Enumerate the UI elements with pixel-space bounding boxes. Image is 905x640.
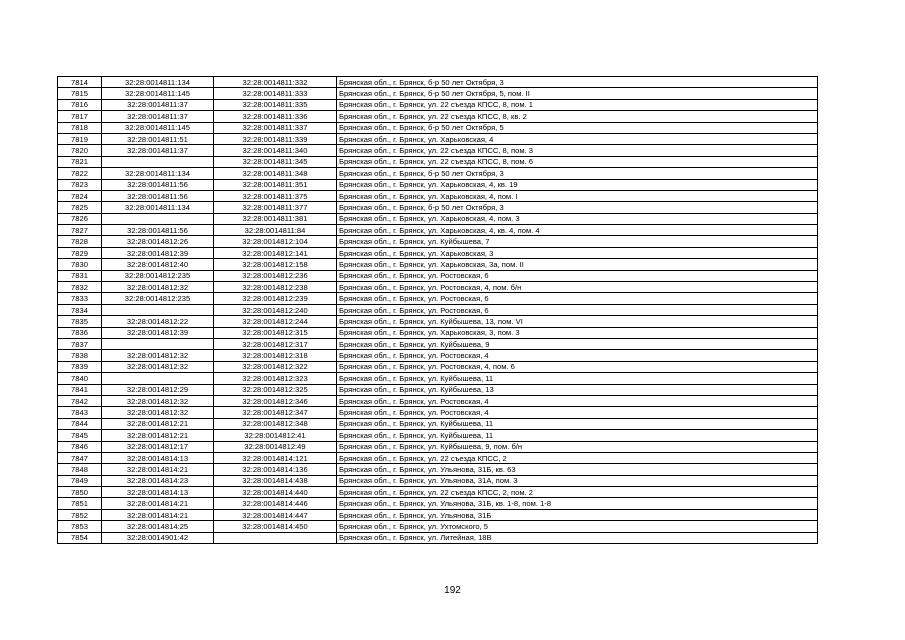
object-number-cell: 32:28:0014812:323 xyxy=(214,373,337,384)
object-number-cell: 32:28:0014811:339 xyxy=(214,133,337,144)
row-number-cell: 7852 xyxy=(58,509,102,520)
row-number-cell: 7841 xyxy=(58,384,102,395)
object-number-cell: 32:28:0014811:351 xyxy=(214,179,337,190)
address-cell: Брянская обл., г. Брянск, ул. Харьковская, 4, кв. 19 xyxy=(337,179,818,190)
row-number-cell: 7819 xyxy=(58,133,102,144)
address-cell: Брянская обл., г. Брянск, ул. Куйбышева, 13, пом. VI xyxy=(337,316,818,327)
table-row xyxy=(58,213,818,224)
parcel-number-cell: 32:28:0014811:56 xyxy=(102,179,214,190)
table-row xyxy=(58,521,818,532)
row-number-cell: 7847 xyxy=(58,452,102,463)
object-number-cell xyxy=(214,532,337,543)
table-row xyxy=(58,270,818,281)
table-row xyxy=(58,350,818,361)
object-number-cell: 32:28:0014811:345 xyxy=(214,156,337,167)
address-cell: Брянская обл., г. Брянск, ул. 22 съезда КПСС, 8, пом. 1 xyxy=(337,99,818,110)
table-row xyxy=(58,475,818,486)
address-cell: Брянская обл., г. Брянск, ул. Ульянова, 31Б, кв. 63 xyxy=(337,464,818,475)
object-number-cell: 32:28:0014814:438 xyxy=(214,475,337,486)
address-cell: Брянская обл., г. Брянск, ул. Ульянова, 31Б, кв. 1-8, пом. 1-8 xyxy=(337,498,818,509)
parcel-number-cell: 32:28:0014812:32 xyxy=(102,350,214,361)
parcel-number-cell: 32:28:0014812:39 xyxy=(102,247,214,258)
address-cell: Брянская обл., г. Брянск, ул. Ростовская, 4 xyxy=(337,407,818,418)
object-number-cell: 32:28:0014812:239 xyxy=(214,293,337,304)
address-cell: Брянская обл., г. Брянск, ул. Ростовская, 4, пом. 6 xyxy=(337,361,818,372)
row-number-cell: 7822 xyxy=(58,168,102,179)
table-row xyxy=(58,190,818,201)
object-number-cell: 32:28:0014811:377 xyxy=(214,202,337,213)
table-row xyxy=(58,316,818,327)
parcel-number-cell: 32:28:0014901:42 xyxy=(102,532,214,543)
row-number-cell: 7831 xyxy=(58,270,102,281)
table-row xyxy=(58,259,818,270)
address-cell: Брянская обл., г. Брянск, ул. 22 съезда КПСС, 8, пом. 3 xyxy=(337,145,818,156)
address-cell: Брянская обл., г. Брянск, ул. 22 съезда КПСС, 2, пом. 2 xyxy=(337,487,818,498)
parcel-number-cell: 32:28:0014812:32 xyxy=(102,395,214,406)
table-row xyxy=(58,133,818,144)
address-cell: Брянская обл., г. Брянск, ул. Ульянова, 31А, пом. 3 xyxy=(337,475,818,486)
parcel-number-cell xyxy=(102,304,214,315)
object-number-cell: 32:28:0014812:41 xyxy=(214,430,337,441)
object-number-cell: 32:28:0014811:381 xyxy=(214,213,337,224)
object-number-cell: 32:28:0014812:238 xyxy=(214,282,337,293)
parcel-number-cell: 32:28:0014811:134 xyxy=(102,168,214,179)
table-row xyxy=(58,99,818,110)
object-number-cell: 32:28:0014812:49 xyxy=(214,441,337,452)
address-cell: Брянская обл., г. Брянск, ул. Куйбышева, 11 xyxy=(337,418,818,429)
table-row xyxy=(58,156,818,167)
parcel-number-cell: 32:28:0014812:235 xyxy=(102,293,214,304)
object-number-cell: 32:28:0014814:440 xyxy=(214,487,337,498)
row-number-cell: 7828 xyxy=(58,236,102,247)
parcel-number-cell: 32:28:0014811:56 xyxy=(102,225,214,236)
address-cell: Брянская обл., г. Брянск, б-р 50 лет Октября, 3 xyxy=(337,77,818,88)
row-number-cell: 7820 xyxy=(58,145,102,156)
object-number-cell: 32:28:0014814:121 xyxy=(214,452,337,463)
table-row xyxy=(58,430,818,441)
parcel-number-cell: 32:28:0014811:37 xyxy=(102,99,214,110)
row-number-cell: 7845 xyxy=(58,430,102,441)
parcel-number-cell: 32:28:0014811:56 xyxy=(102,190,214,201)
parcel-number-cell: 32:28:0014812:29 xyxy=(102,384,214,395)
table-row xyxy=(58,452,818,463)
object-number-cell: 32:28:0014812:158 xyxy=(214,259,337,270)
table-row xyxy=(58,395,818,406)
object-number-cell: 32:28:0014811:348 xyxy=(214,168,337,179)
parcel-number-cell: 32:28:0014811:37 xyxy=(102,145,214,156)
row-number-cell: 7837 xyxy=(58,338,102,349)
parcel-number-cell: 32:28:0014814:13 xyxy=(102,487,214,498)
address-cell: Брянская обл., г. Брянск, б-р 50 лет Октября, 5 xyxy=(337,122,818,133)
table-row xyxy=(58,293,818,304)
row-number-cell: 7848 xyxy=(58,464,102,475)
parcel-number-cell xyxy=(102,338,214,349)
row-number-cell: 7830 xyxy=(58,259,102,270)
row-number-cell: 7832 xyxy=(58,282,102,293)
address-cell: Брянская обл., г. Брянск, ул. 22 съезда КПСС, 2 xyxy=(337,452,818,463)
address-cell: Брянская обл., г. Брянск, ул. Харьковская, 4, пом. I xyxy=(337,190,818,201)
object-number-cell: 32:28:0014812:322 xyxy=(214,361,337,372)
table-row xyxy=(58,373,818,384)
object-number-cell: 32:28:0014811:332 xyxy=(214,77,337,88)
row-number-cell: 7815 xyxy=(58,88,102,99)
page-number: 192 xyxy=(444,585,461,596)
table-row xyxy=(58,282,818,293)
object-number-cell: 32:28:0014812:346 xyxy=(214,395,337,406)
parcel-number-cell: 32:28:0014811:145 xyxy=(102,122,214,133)
object-number-cell: 32:28:0014814:447 xyxy=(214,509,337,520)
object-number-cell: 32:28:0014811:333 xyxy=(214,88,337,99)
row-number-cell: 7842 xyxy=(58,395,102,406)
table-body xyxy=(58,77,818,544)
row-number-cell: 7825 xyxy=(58,202,102,213)
parcel-number-cell: 32:28:0014814:25 xyxy=(102,521,214,532)
parcel-number-cell: 32:28:0014812:39 xyxy=(102,327,214,338)
row-number-cell: 7844 xyxy=(58,418,102,429)
row-number-cell: 7835 xyxy=(58,316,102,327)
object-number-cell: 32:28:0014812:347 xyxy=(214,407,337,418)
parcel-number-cell: 32:28:0014811:37 xyxy=(102,111,214,122)
address-cell: Брянская обл., г. Брянск, ул. Харьковская, 3 xyxy=(337,247,818,258)
parcel-number-cell: 32:28:0014812:22 xyxy=(102,316,214,327)
table-row xyxy=(58,338,818,349)
object-number-cell: 32:28:0014812:325 xyxy=(214,384,337,395)
object-number-cell: 32:28:0014811:84 xyxy=(214,225,337,236)
object-number-cell: 32:28:0014811:340 xyxy=(214,145,337,156)
row-number-cell: 7849 xyxy=(58,475,102,486)
parcel-number-cell: 32:28:0014811:134 xyxy=(102,77,214,88)
address-cell: Брянская обл., г. Брянск, ул. 22 съезда КПСС, 8, пом. 6 xyxy=(337,156,818,167)
table-row xyxy=(58,498,818,509)
table-row xyxy=(58,464,818,475)
table-row xyxy=(58,509,818,520)
parcel-number-cell: 32:28:0014812:21 xyxy=(102,418,214,429)
object-number-cell: 32:28:0014812:317 xyxy=(214,338,337,349)
object-number-cell: 32:28:0014811:375 xyxy=(214,190,337,201)
address-cell: Брянская обл., г. Брянск, ул. Куйбышева, 9, пом. б/н xyxy=(337,441,818,452)
address-cell: Брянская обл., г. Брянск, ул. Куйбышева, 9 xyxy=(337,338,818,349)
object-number-cell: 32:28:0014814:446 xyxy=(214,498,337,509)
row-number-cell: 7821 xyxy=(58,156,102,167)
parcel-number-cell: 32:28:0014814:23 xyxy=(102,475,214,486)
address-cell: Брянская обл., г. Брянск, ул. Куйбышева, 11 xyxy=(337,430,818,441)
object-number-cell: 32:28:0014812:244 xyxy=(214,316,337,327)
object-number-cell: 32:28:0014811:336 xyxy=(214,111,337,122)
address-cell: Брянская обл., г. Брянск, ул. Ростовская, 6 xyxy=(337,304,818,315)
object-number-cell: 32:28:0014812:104 xyxy=(214,236,337,247)
table-row xyxy=(58,441,818,452)
table-row xyxy=(58,225,818,236)
address-cell: Брянская обл., г. Брянск, ул. Куйбышева, 13 xyxy=(337,384,818,395)
row-number-cell: 7843 xyxy=(58,407,102,418)
address-cell: Брянская обл., г. Брянск, ул. Ульянова, 31Б xyxy=(337,509,818,520)
address-cell: Брянская обл., г. Брянск, ул. Ухтомского, 5 xyxy=(337,521,818,532)
table-row xyxy=(58,77,818,88)
table-row xyxy=(58,168,818,179)
parcel-number-cell: 32:28:0014811:51 xyxy=(102,133,214,144)
row-number-cell: 7814 xyxy=(58,77,102,88)
row-number-cell: 7834 xyxy=(58,304,102,315)
table-row xyxy=(58,111,818,122)
address-cell: Брянская обл., г. Брянск, ул. Куйбышева, 7 xyxy=(337,236,818,247)
table-row xyxy=(58,202,818,213)
row-number-cell: 7816 xyxy=(58,99,102,110)
table-row xyxy=(58,384,818,395)
row-number-cell: 7833 xyxy=(58,293,102,304)
parcel-number-cell: 32:28:0014814:13 xyxy=(102,452,214,463)
row-number-cell: 7854 xyxy=(58,532,102,543)
row-number-cell: 7850 xyxy=(58,487,102,498)
row-number-cell: 7838 xyxy=(58,350,102,361)
row-number-cell: 7839 xyxy=(58,361,102,372)
table-row xyxy=(58,247,818,258)
row-number-cell: 7827 xyxy=(58,225,102,236)
table-row xyxy=(58,304,818,315)
object-number-cell: 32:28:0014811:335 xyxy=(214,99,337,110)
row-number-cell: 7829 xyxy=(58,247,102,258)
address-cell: Брянская обл., г. Брянск, ул. Ростовская, 6 xyxy=(337,270,818,281)
cadastral-table xyxy=(57,76,818,544)
parcel-number-cell: 32:28:0014812:21 xyxy=(102,430,214,441)
object-number-cell: 32:28:0014812:141 xyxy=(214,247,337,258)
parcel-number-cell: 32:28:0014814:21 xyxy=(102,509,214,520)
parcel-number-cell: 32:28:0014812:32 xyxy=(102,361,214,372)
address-cell: Брянская обл., г. Брянск, ул. Ростовская, 4 xyxy=(337,395,818,406)
address-cell: Брянская обл., г. Брянск, ул. Харьковская, 4, кв. 4, пом. 4 xyxy=(337,225,818,236)
parcel-number-cell: 32:28:0014812:26 xyxy=(102,236,214,247)
parcel-number-cell: 32:28:0014812:17 xyxy=(102,441,214,452)
parcel-number-cell: 32:28:0014814:21 xyxy=(102,498,214,509)
table-row xyxy=(58,532,818,543)
parcel-number-cell: 32:28:0014814:21 xyxy=(102,464,214,475)
object-number-cell: 32:28:0014812:236 xyxy=(214,270,337,281)
object-number-cell: 32:28:0014812:348 xyxy=(214,418,337,429)
address-cell: Брянская обл., г. Брянск, ул. Ростовская, 6 xyxy=(337,293,818,304)
address-cell: Брянская обл., г. Брянск, б-р 50 лет Октября, 5, пом. II xyxy=(337,88,818,99)
table-row xyxy=(58,145,818,156)
row-number-cell: 7846 xyxy=(58,441,102,452)
parcel-number-cell: 32:28:0014812:32 xyxy=(102,407,214,418)
table-row xyxy=(58,236,818,247)
object-number-cell: 32:28:0014812:240 xyxy=(214,304,337,315)
row-number-cell: 7840 xyxy=(58,373,102,384)
parcel-number-cell xyxy=(102,213,214,224)
row-number-cell: 7817 xyxy=(58,111,102,122)
address-cell: Брянская обл., г. Брянск, ул. 22 съезда КПСС, 8, кв. 2 xyxy=(337,111,818,122)
parcel-number-cell: 32:28:0014812:235 xyxy=(102,270,214,281)
address-cell: Брянская обл., г. Брянск, ул. Куйбышева, 11 xyxy=(337,373,818,384)
row-number-cell: 7818 xyxy=(58,122,102,133)
table-row xyxy=(58,88,818,99)
row-number-cell: 7823 xyxy=(58,179,102,190)
parcel-number-cell: 32:28:0014812:32 xyxy=(102,282,214,293)
table-row xyxy=(58,361,818,372)
object-number-cell: 32:28:0014811:337 xyxy=(214,122,337,133)
object-number-cell: 32:28:0014812:318 xyxy=(214,350,337,361)
row-number-cell: 7826 xyxy=(58,213,102,224)
parcel-number-cell: 32:28:0014811:134 xyxy=(102,202,214,213)
address-cell: Брянская обл., г. Брянск, б-р 50 лет Октября, 3 xyxy=(337,168,818,179)
object-number-cell: 32:28:0014814:450 xyxy=(214,521,337,532)
object-number-cell: 32:28:0014812:315 xyxy=(214,327,337,338)
parcel-number-cell: 32:28:0014811:145 xyxy=(102,88,214,99)
table-row xyxy=(58,487,818,498)
address-cell: Брянская обл., г. Брянск, ул. Харьковская, 3, пом. 3 xyxy=(337,327,818,338)
row-number-cell: 7853 xyxy=(58,521,102,532)
address-cell: Брянская обл., г. Брянск, ул. Литейная, 18В xyxy=(337,532,818,543)
parcel-number-cell: 32:28:0014812:40 xyxy=(102,259,214,270)
address-cell: Брянская обл., г. Брянск, б-р 50 лет Октября, 3 xyxy=(337,202,818,213)
address-cell: Брянская обл., г. Брянск, ул. Харьковская, 4 xyxy=(337,133,818,144)
row-number-cell: 7851 xyxy=(58,498,102,509)
object-number-cell: 32:28:0014814:136 xyxy=(214,464,337,475)
parcel-number-cell xyxy=(102,156,214,167)
address-cell: Брянская обл., г. Брянск, ул. Ростовская, 4, пом. б/н xyxy=(337,282,818,293)
address-cell: Брянская обл., г. Брянск, ул. Харьковская, 4, пом. 3 xyxy=(337,213,818,224)
parcel-number-cell xyxy=(102,373,214,384)
table-row xyxy=(58,122,818,133)
row-number-cell: 7836 xyxy=(58,327,102,338)
table-row xyxy=(58,179,818,190)
table-row xyxy=(58,327,818,338)
table-row xyxy=(58,418,818,429)
address-cell: Брянская обл., г. Брянск, ул. Харьковская, 3а, пом. II xyxy=(337,259,818,270)
table-row xyxy=(58,407,818,418)
row-number-cell: 7824 xyxy=(58,190,102,201)
address-cell: Брянская обл., г. Брянск, ул. Ростовская, 4 xyxy=(337,350,818,361)
